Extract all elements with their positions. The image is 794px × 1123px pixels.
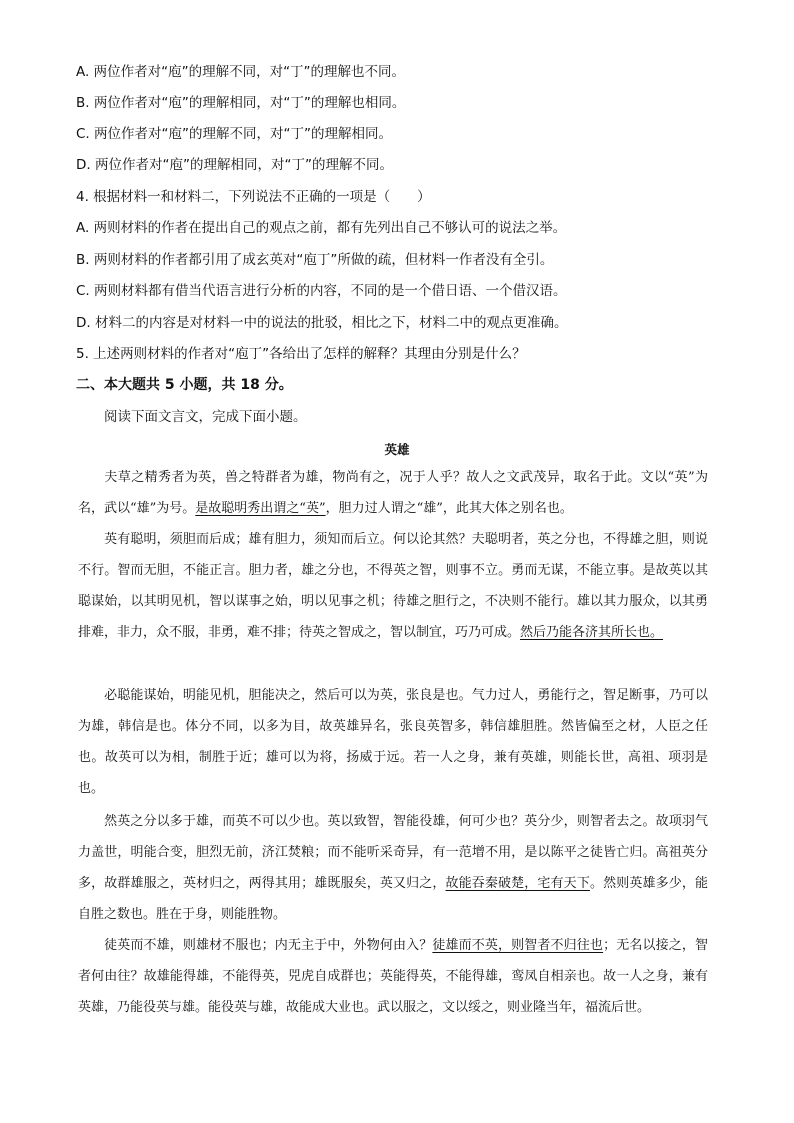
instruction: 阅读下面文言文，完成下面小题。 — [104, 409, 307, 425]
underlined-sentence-4: 徒雄而不英，则智者不归往也 — [432, 938, 604, 953]
q4-option-b: B. 两则材料的作者都引用了成玄英对“庖丁”所做的疏，但材料一作者没有全引。 — [76, 252, 554, 268]
underlined-sentence-1: 是故聪明秀出谓之“英” — [195, 501, 326, 516]
underlined-sentence-3: 故能吞秦破楚，宅有天下 — [445, 876, 590, 891]
q3-option-b: B. 两位作者对“庖”的理解相同，对“丁”的理解也相同。 — [76, 95, 406, 111]
q3-option-a: A. 两位作者对“庖”的理解不同，对“丁”的理解也不同。 — [76, 64, 406, 80]
q4-stem: 4. 根据材料一和材料二，下列说法不正确的一项是（ ） — [76, 189, 431, 205]
q3-option-d: D. 两位作者对“庖”的理解相同，对“丁”的理解不同。 — [76, 157, 393, 173]
passage-paragraph-3: 必聪能谋始，明能见机，胆能决之，然后可以为英，张良是也。气力过人，勇能行之，智足断事，乃可以为雄，韩信是也。体分不同，以多为目，故英雄异名，张良英智多，韩信雄胆胜。然皆偏至之材，人臣之任也。故英可以为相，制胜于近；雄可以为将，扬威于远。若一人之身，兼有英雄，则能长世，高祖、项羽是也。 — [78, 688, 708, 796]
underlined-sentence-2: 然后乃能各济其所长也。 — [520, 625, 664, 640]
q4-option-d: D. 材料二的内容是对材料一中的说法的批驳，相比之下，材料二中的观点更准确。 — [76, 315, 568, 331]
passage-paragraph-2: 英有聪明，须胆而后成；雄有胆力，须知而后立。何以论其然？夫聪明者，英之分也，不得雄之胆，则说不行。智而无胆，不能正言。胆力者，雄之分也，不得英之智，则事不立。勇而无谋，不能立事。是故英以其聪谋始，以其明见机，智以谋事之始，明以见事之机；待雄之胆行之，不决则不能行。雄以其力服众，以其勇排难，非力，众不服，非勇，难不排；待英之智成之，智以制宜，巧乃可成。然后乃能各济其所长也。 — [78, 532, 708, 640]
passage-paragraph-1: 夫草之精秀者为英，兽之特群者为雄，物尚有之，况于人乎？故人之文武茂异，取名于此。文以“英”为名，武以“雄”为号。是故聪明秀出谓之“英”，胆力过人谓之“雄”，此其大体之别名也。 — [78, 470, 708, 516]
q4-option-c: C. 两则材料都有借当代语言进行分析的内容，不同的是一个借日语、一个借汉语。 — [76, 283, 567, 299]
q3-option-c: C. 两位作者对“庖”的理解不同，对“丁”的理解相同。 — [76, 126, 392, 142]
passage-title: 英雄 — [384, 442, 410, 457]
section-heading: 二、本大题共 5 小题，共 18 分。 — [76, 377, 293, 393]
q5-stem: 5. 上述两则材料的作者对“庖丁”各给出了怎样的解释？其理由分别是什么？ — [76, 346, 526, 362]
q4-option-a: A. 两则材料的作者在提出自己的观点之前，都有先列出自己不够认可的说法之举。 — [76, 220, 567, 236]
passage-paragraph-5: 徒英而不雄，则雄材不服也；内无主于中，外物何由入？徒雄而不英，则智者不归往也；无名以接之，智者何由往？故雄能得雄，不能得英，兕虎自成群也；英能得英，不能得雄，鸾凤自相亲也。故一人之身，兼有英雄，乃能役英与雄。能役英与雄，故能成大业也。武以服之，文以绥之，则业隆当年，福流后世。 — [78, 938, 708, 1015]
passage-paragraph-4: 然英之分以多于雄，而英不可以少也。英以致智，智能役雄，何可少也？英分少，则智者去之。故项羽气力盖世，明能合变，胆烈无前，济江焚粮；而不能听采奇异，有一范增不用，是以陈平之徒皆亡归。高祖英分多，故群雄服之，英材归之，两得其用；雄既服矣，英又归之，故能吞秦破楚，宅有天下。然则英雄多少，能自胜之数也。胜在于身，则能胜物。 — [78, 814, 708, 922]
